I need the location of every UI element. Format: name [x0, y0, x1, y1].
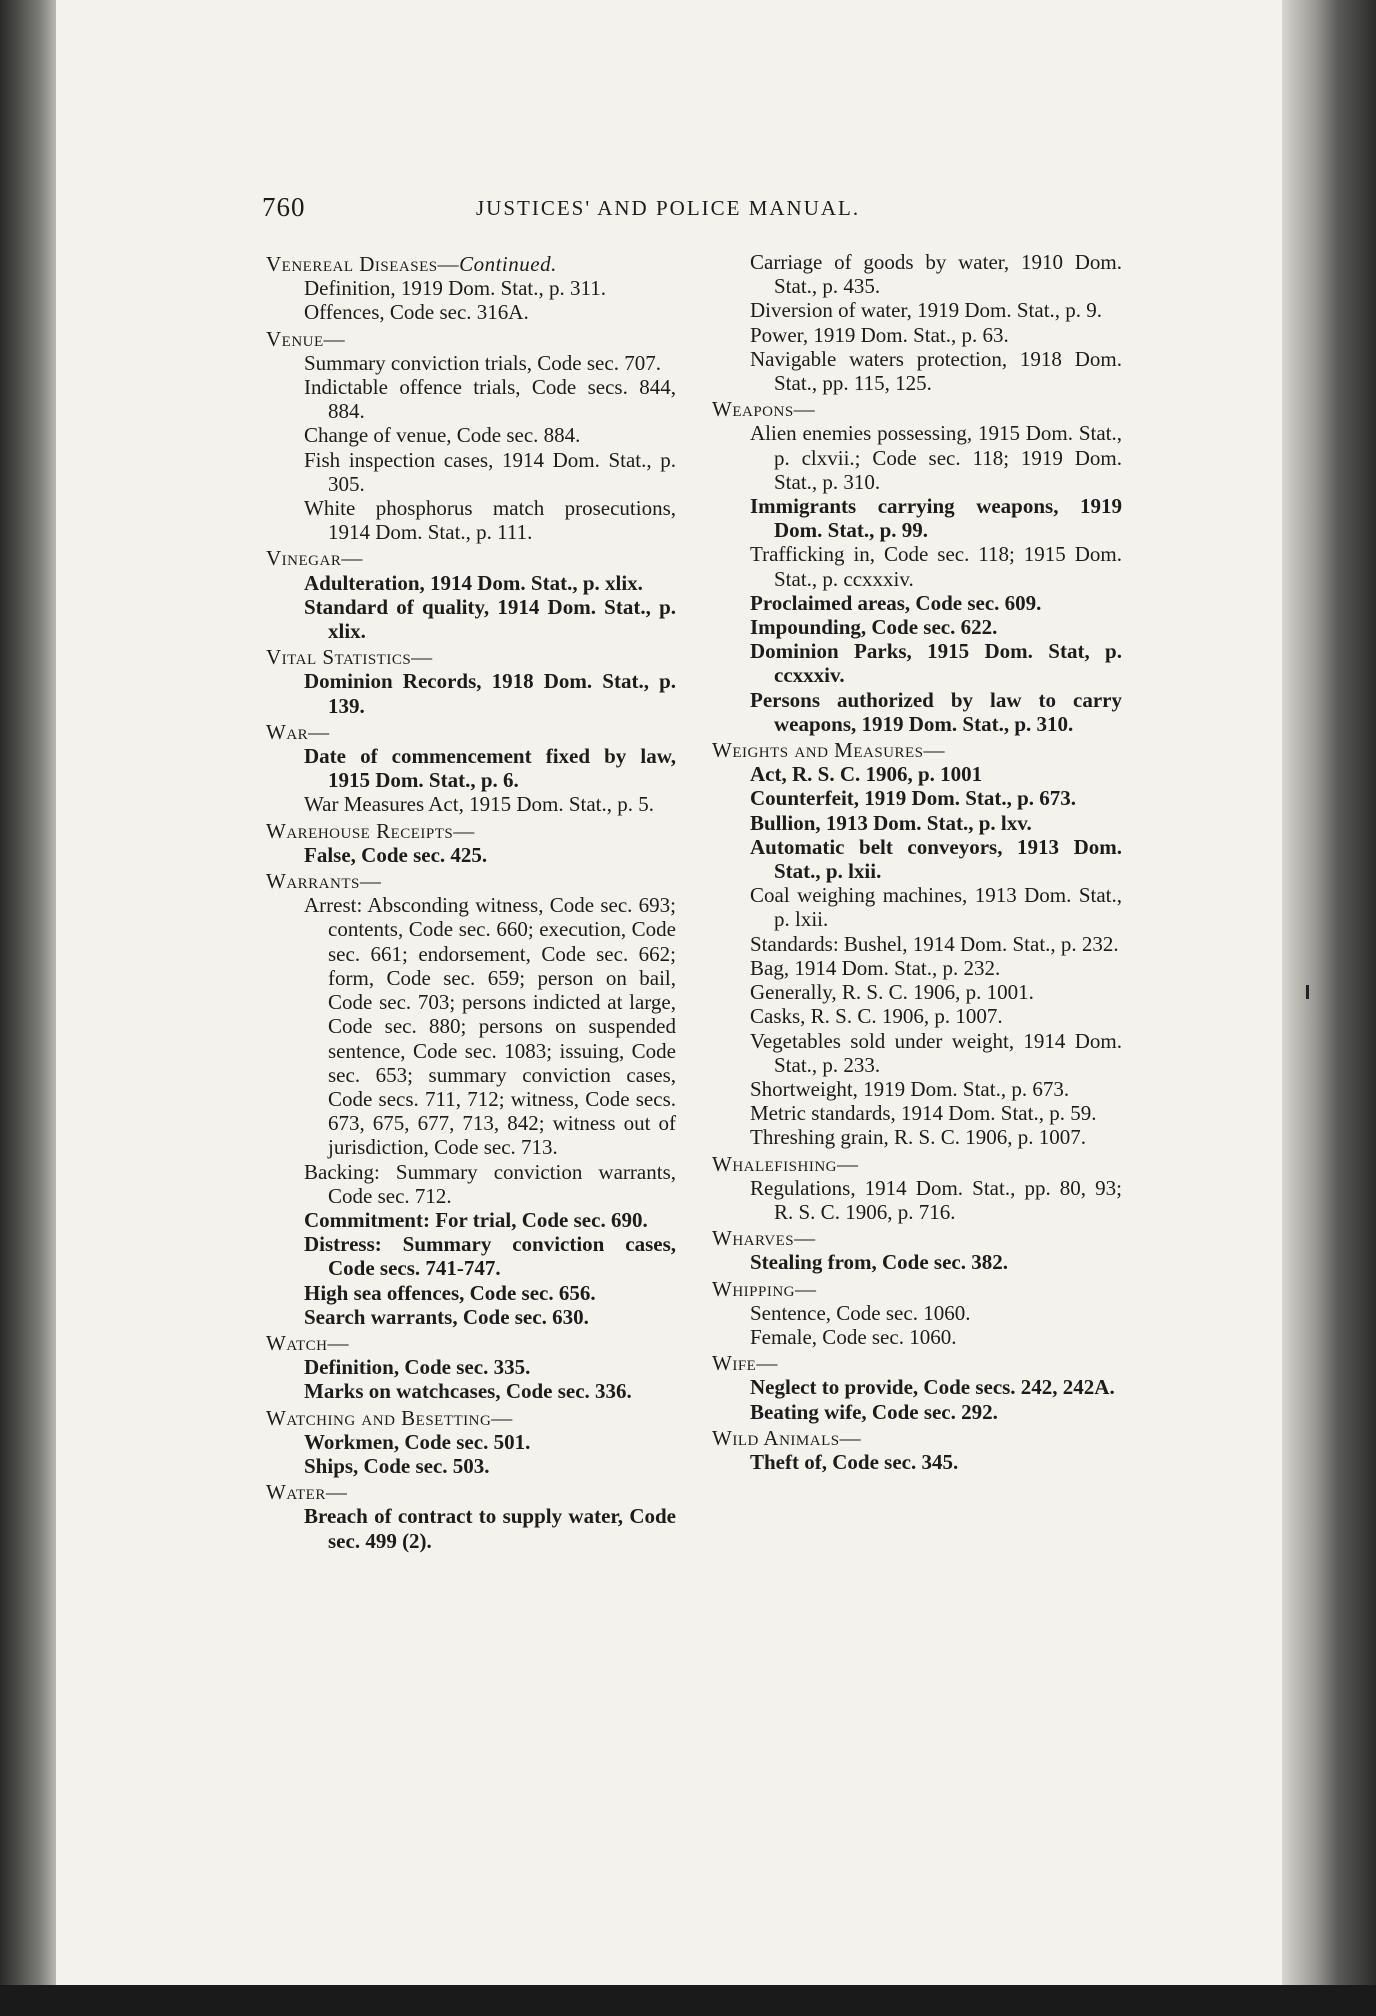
index-entry: Trafficking in, Code sec. 118; 1915 Dom. Stat., p. ccxxxiv. [750, 542, 1122, 591]
index-heading [266, 1406, 676, 1430]
index-entry: Coal weighing machines, 1913 Dom. Stat., p. lxii. [750, 883, 1122, 932]
index-entry: Bag, 1914 Dom. Stat., p. 232. [750, 955, 1001, 980]
index-entry: Dominion Parks, 1915 Dom. Stat, p. ccxxxiv. [750, 639, 1122, 688]
index-entry: Standards: Bushel, 1914 Dom. Stat., p. 232. [750, 931, 1119, 956]
index-heading [266, 645, 676, 669]
index-entry: Shortweight, 1919 Dom. Stat., p. 673. [750, 1076, 1070, 1101]
index-heading [266, 1480, 676, 1504]
index-heading-text: Warehouse Receipts— [266, 818, 475, 843]
index-heading-text: Whalefishing— [712, 1151, 859, 1176]
index-entry: Beating wife, Code sec. 292. [750, 1399, 998, 1424]
index-heading [266, 252, 676, 276]
index-entry: Search warrants, Code sec. 630. [304, 1304, 589, 1329]
index-entry: Female, Code sec. 1060. [750, 1324, 957, 1349]
index-heading-text: Warrants— [266, 869, 382, 894]
index-heading [266, 720, 676, 744]
index-entry: Carriage of goods by water, 1910 Dom. Stat., p. 435. [750, 250, 1122, 299]
index-entry: Diversion of water, 1919 Dom. Stat., p. 9. [750, 298, 1103, 323]
index-column-left [266, 250, 676, 1553]
index-entry: Commitment: For trial, Code sec. 690. [304, 1207, 648, 1232]
index-entry: Power, 1919 Dom. Stat., p. 63. [750, 322, 1009, 347]
index-entry: Regulations, 1914 Dom. Stat., pp. 80, 93; R. S. C. 1906, p. 716. [750, 1175, 1122, 1224]
index-entry: False, Code sec. 425. [304, 842, 488, 867]
index-entry: Arrest: Absconding witness, Code sec. 693; contents, Code sec. 660; execution, Code sec. 661; endorsement, Code sec. 662; form, Code sec. 659; person on bail, Code sec. 703; persons indicted at large, Code sec. 880; persons on suspended sentence, Code sec. 1083; issuing, Code sec. 653; summary conviction cases, Code secs. 711, 712; witness, Code secs. 673, 675, 677, 713, 842; witness out of jurisdiction, Code sec. 713. [304, 893, 676, 1160]
index-entry: Theft of, Code sec. 345. [750, 1449, 959, 1474]
index-heading [266, 546, 676, 570]
index-heading-text: Wife— [712, 1351, 778, 1376]
index-heading-text: Weapons— [712, 397, 816, 422]
index-entry: Change of venue, Code sec. 884. [304, 423, 581, 448]
index-heading-text: Watching and Besetting— [266, 1405, 513, 1430]
index-entry: Impounding, Code sec. 622. [750, 615, 998, 640]
index-heading [266, 1331, 676, 1355]
index-entry: Alien enemies possessing, 1915 Dom. Stat., p. clxvii.; Code sec. 118; 1919 Dom. Stat., p. 310. [750, 421, 1122, 494]
index-heading [266, 819, 676, 843]
index-heading-text: Vinegar— [266, 546, 363, 571]
book-binding-right [1282, 0, 1376, 2016]
index-heading-text: War— [266, 719, 330, 744]
index-heading-text: Vital Statistics— [266, 645, 433, 670]
margin-mark [1306, 985, 1309, 999]
index-entry: Sentence, Code sec. 1060. [750, 1300, 971, 1325]
index-heading-text: Wharves— [712, 1226, 816, 1251]
index-entry: Bullion, 1913 Dom. Stat., p. lxv. [750, 810, 1032, 835]
index-entry: Standard of quality, 1914 Dom. Stat., p. xlix. [304, 594, 676, 644]
index-entry: High sea offences, Code sec. 656. [304, 1280, 596, 1305]
index-entry: Breach of contract to supply water, Code sec. 499 (2). [304, 1504, 676, 1553]
index-entry: Navigable waters protection, 1918 Dom. Stat., pp. 115, 125. [750, 346, 1122, 396]
index-entry: Backing: Summary conviction warrants, Code sec. 712. [304, 1159, 676, 1208]
index-heading-text: Whipping— [712, 1276, 817, 1301]
index-entry: Generally, R. S. C. 1906, p. 1001. [750, 980, 1034, 1005]
index-entry: Workmen, Code sec. 501. [304, 1429, 531, 1454]
index-entry: Neglect to provide, Code secs. 242, 242A. [750, 1375, 1115, 1400]
index-entry: Marks on watchcases, Code sec. 336. [304, 1379, 632, 1404]
continued-label: Continued. [459, 252, 557, 276]
index-heading-text: Water— [266, 1480, 348, 1505]
book-binding-left [0, 0, 56, 2016]
index-entry: War Measures Act, 1915 Dom. Stat., p. 5. [304, 792, 655, 817]
index-entry: Definition, 1919 Dom. Stat., p. 311. [304, 276, 606, 301]
index-heading [712, 738, 1122, 762]
index-entry: White phosphorus match prosecutions, 1914 Dom. Stat., p. 111. [304, 496, 676, 545]
index-entry: Distress: Summary conviction cases, Code secs. 741-747. [304, 1232, 676, 1281]
index-entry: Summary conviction trials, Code sec. 707. [304, 350, 661, 375]
index-entry: Vegetables sold under weight, 1914 Dom. Stat., p. 233. [750, 1028, 1122, 1077]
index-entry: Fish inspection cases, 1914 Dom. Stat., p. 305. [304, 447, 676, 496]
page-bottom-edge [0, 1985, 1376, 2016]
index-entry: Casks, R. S. C. 1906, p. 1007. [750, 1004, 1003, 1029]
index-entry: Dominion Records, 1918 Dom. Stat., p. 139. [304, 669, 676, 718]
index-entry: Date of commencement fixed by law, 1915 Dom. Stat., p. 6. [304, 744, 676, 793]
index-heading [712, 1426, 1122, 1450]
index-heading [712, 1152, 1122, 1176]
index-entry: Adulteration, 1914 Dom. Stat., p. xlix. [304, 570, 643, 595]
index-entry: Offences, Code sec. 316A. [304, 300, 529, 325]
index-entry: Indictable offence trials, Code secs. 844, 884. [304, 375, 676, 424]
index-entry: Metric standards, 1914 Dom. Stat., p. 59. [750, 1101, 1097, 1126]
index-entry: Definition, Code sec. 335. [304, 1355, 531, 1380]
index-heading-text: Venereal Diseases— [266, 252, 460, 276]
index-entry: Threshing grain, R. S. C. 1906, p. 1007. [750, 1125, 1086, 1150]
index-heading-text: Weights and Measures— [712, 738, 945, 763]
index-heading-text: Venue— [266, 326, 346, 351]
index-heading [712, 1351, 1122, 1375]
index-column-right [712, 250, 1122, 1474]
index-entry: Persons authorized by law to carry weapons, 1919 Dom. Stat., p. 310. [750, 687, 1122, 736]
index-heading-text: Wild Animals— [712, 1425, 862, 1450]
index-heading [712, 397, 1122, 421]
index-heading-text: Watch— [266, 1330, 349, 1355]
index-heading [266, 327, 676, 351]
index-entry: Counterfeit, 1919 Dom. Stat., p. 673. [750, 786, 1077, 811]
index-entry: Automatic belt conveyors, 1913 Dom. Stat., p. lxii. [750, 834, 1122, 884]
index-entry: Act, R. S. C. 1906, p. 1001 [750, 762, 983, 787]
running-title: JUSTICES' AND POLICE MANUAL. [476, 196, 861, 220]
index-entry: Immigrants carrying weapons, 1919 Dom. Stat., p. 99. [750, 494, 1122, 543]
page-header [262, 192, 1122, 232]
index-heading [712, 1226, 1122, 1250]
index-heading [712, 1277, 1122, 1301]
index-entry: Stealing from, Code sec. 382. [750, 1250, 1008, 1275]
page-number: 760 [262, 192, 306, 222]
index-entry: Ships, Code sec. 503. [304, 1453, 490, 1478]
index-entry: Proclaimed areas, Code sec. 609. [750, 590, 1042, 615]
index-heading [266, 869, 676, 893]
